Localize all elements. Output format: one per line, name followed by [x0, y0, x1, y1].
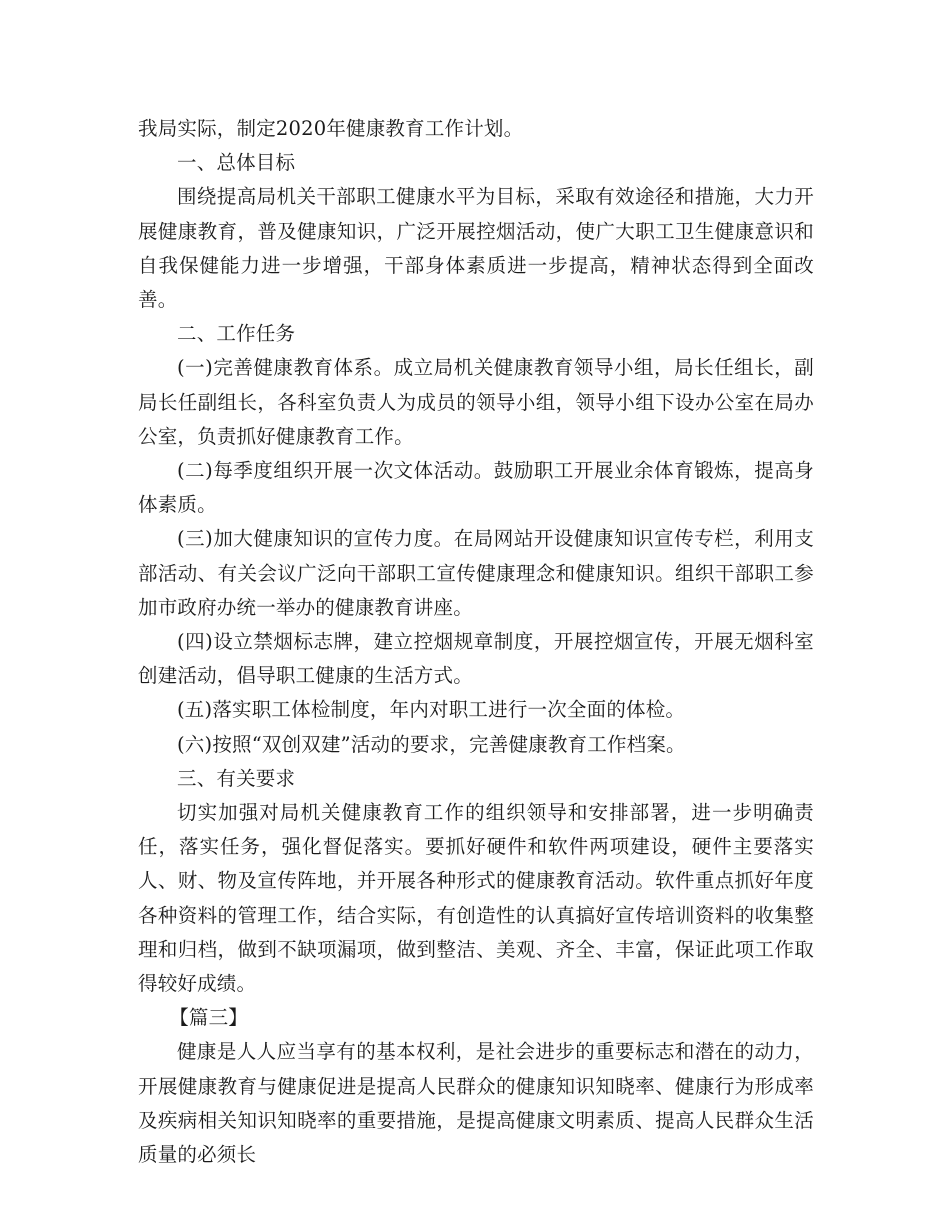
paragraph-task-1: (一)完善健康教育体系。成立局机关健康教育领导小组，局长任组长，副局长任副组长，各科室负责人为成员的领导小组，领导小组下设办公室在局办公室，负责抓好健康教育工作。 — [138, 356, 814, 448]
paragraph-overall-goal: 围绕提高局机关干部职工健康水平为目标，采取有效途径和措施，大力开展健康教育，普及健康知识，广泛开展控烟活动，使广大职工卫生健康意识和自我保健能力进一步增强，干部身体素质进一步提高，精神状态得到全面改善。 — [138, 185, 814, 312]
paragraph-task-3: (三)加大健康知识的宣传力度。在局网站开设健康知识宣传专栏，利用支部活动、有关会议广泛向干部职工宣传健康理念和健康知识。组织干部职工参加市政府办统一举办的健康教育讲座。 — [138, 527, 814, 619]
document-body — [138, 112, 814, 1172]
paragraph-task-6: (六)按照“双创双建”活动的要求，完善健康教育工作档案。 — [177, 732, 686, 756]
section-heading-requirements: 三、有关要求 — [177, 766, 296, 790]
section-heading-work-tasks: 二、工作任务 — [177, 322, 296, 346]
paragraph-intro-tail: 我局实际，制定2020年健康教育工作计划。 — [138, 117, 524, 140]
paragraph-requirements: 切实加强对局机关健康教育工作的组织领导和安排部署，进一步明确责任，落实任务，强化督促落实。要抓好硬件和软件两项建设，硬件主要落实人、财、物及宣传阵地，并开展各种形式的健康教育活动。软件重点抓好年度各种资料的管理工作，结合实际，有创造性的认真搞好宣传培训资料的收集整理和归档，做到不缺项漏项，做到整洁、美观、齐全、丰富，保证此项工作取得较好成绩。 — [138, 801, 814, 996]
paragraph-task-5: (五)落实职工体检制度，年内对职工进行一次全面的体检。 — [177, 698, 686, 722]
paragraph-part-three-intro: 健康是人人应当享有的基本权利，是社会进步的重要标志和潜在的动力，开展健康教育与健康促进是提高人民群众的健康知识知晓率、健康行为形成率及疾病相关知识知晓率的重要措施，是提高健康文明素质、提高人民群众生活质量的必须长 — [138, 1040, 814, 1167]
paragraph-task-4: (四)设立禁烟标志牌，建立控烟规章制度，开展控烟宣传，开展无烟科室创建活动，倡导职工健康的生活方式。 — [138, 630, 814, 688]
section-marker-part-three: 【篇三】 — [169, 1006, 248, 1030]
section-heading-overall-goal: 一、总体目标 — [177, 151, 296, 175]
paragraph-task-2: (二)每季度组织开展一次文体活动。鼓励职工开展业余体育锻炼，提高身体素质。 — [138, 459, 814, 517]
